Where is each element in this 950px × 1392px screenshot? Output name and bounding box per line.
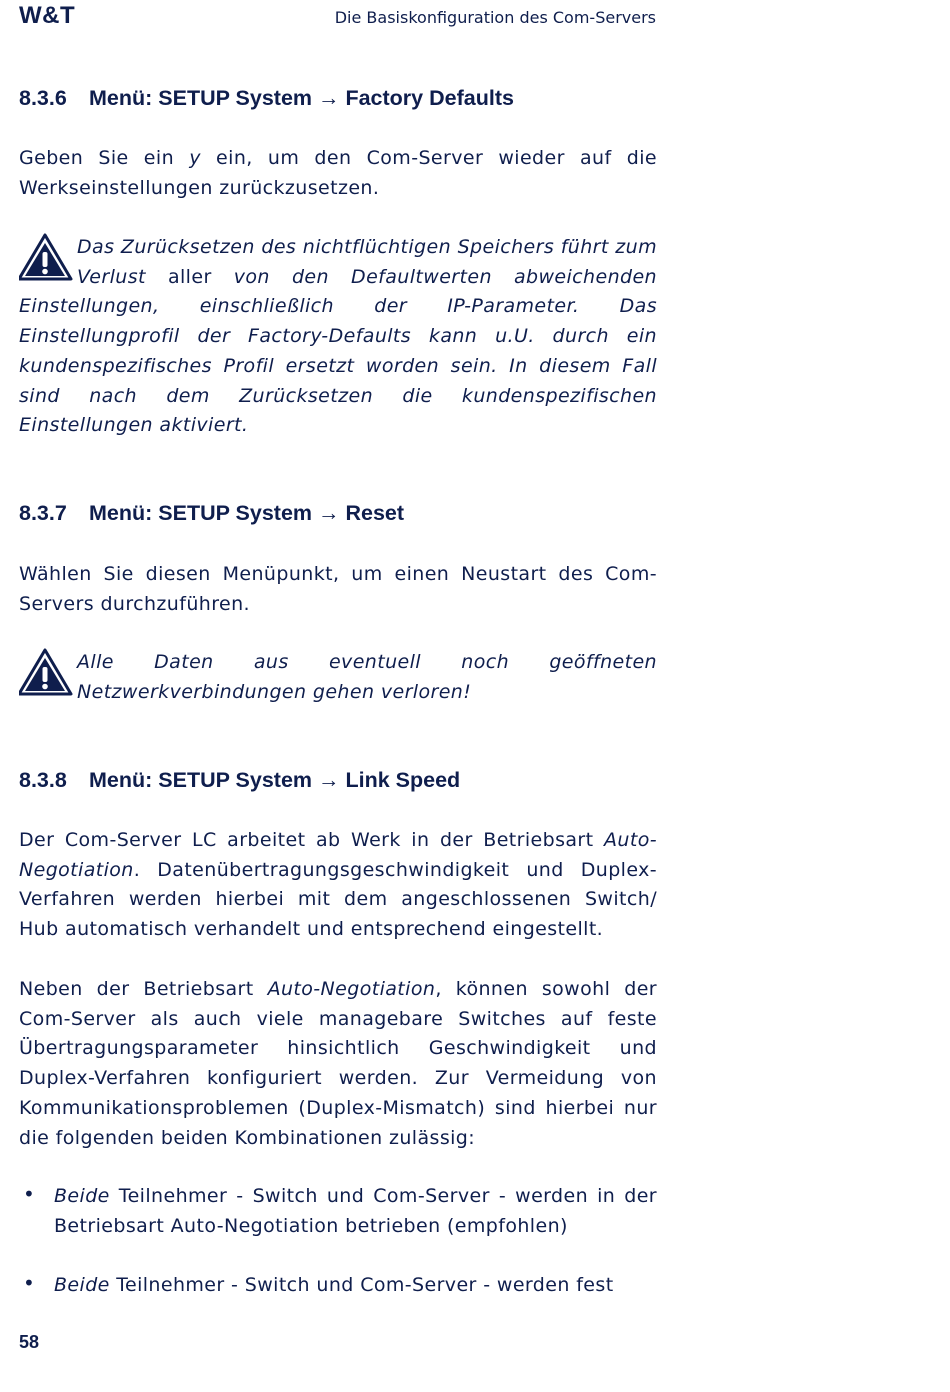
list-item-text xyxy=(54,1271,657,1301)
emphasis: Auto-Negotiation xyxy=(19,829,657,881)
text-run: aller xyxy=(167,265,212,288)
emphasis: Beide xyxy=(54,1274,110,1296)
emphasis: Auto-Negotiation xyxy=(267,978,436,1000)
text-run: von den Defaultwerten abweichenden Einstellungen, einschließlich der IP-Parameter. Das Einstellungprofil der Factory-Defaults kann u.U. durch ein kundenspezifisches Profil ersetzt worden sein. In diesem Fall sind nach dem Zurücksetzen die kundenspezifischen Einstellungen aktiviert. xyxy=(19,265,657,437)
text-run: Der Com-Server LC arbeitet ab Werk in der Betriebsart xyxy=(19,829,605,851)
warning-note xyxy=(19,648,657,707)
list-item xyxy=(19,1182,657,1241)
text-run: Geben Sie ein xyxy=(19,147,190,169)
text-run: Teilnehmer - Switch und Com-Server - werden in der Betriebsart Auto-Negotiation betrieben (empfohlen) xyxy=(54,1185,657,1237)
running-header: Die Basiskonfiguration des Com-Servers xyxy=(334,8,656,27)
text-run: ein, um den Com-Server wieder auf die Werkseinstellungen zurückzusetzen. xyxy=(19,147,657,199)
warning-triangle-icon xyxy=(19,232,75,282)
page-number: 58 xyxy=(19,1332,40,1352)
section-heading-838 xyxy=(19,768,460,793)
bullet-icon: • xyxy=(23,1271,36,1295)
section-number: 8.3.6 xyxy=(19,86,67,110)
text-run: Teilnehmer - Switch und Com-Server - werden fest xyxy=(109,1274,614,1296)
paragraph xyxy=(19,975,657,1153)
section-title: Menü: SETUP System → Reset xyxy=(89,501,405,525)
list-item-text xyxy=(54,1182,657,1241)
section-number: 8.3.7 xyxy=(19,501,67,525)
text-run: Das Zurücksetzen des nichtflüchtigen Speichers führt zum Verlust xyxy=(77,236,657,288)
section-title: Menü: SETUP System → Factory Defaults xyxy=(89,86,514,110)
section-heading-836 xyxy=(19,86,514,111)
bullet-icon: • xyxy=(23,1182,36,1206)
section-title: Menü: SETUP System → Link Speed xyxy=(89,768,461,792)
text-run: Alle Daten aus eventuell noch geöffneten Netzwerkverbindungen gehen verloren! xyxy=(77,651,657,703)
text-run: . Datenübertragungsgeschwindigkeit und Duplex-Verfahren werden hierbei mit dem angeschlossenen Switch/ Hub automatisch verhandelt und entsprechend eingestellt. xyxy=(19,858,657,941)
brand-logo: W&T xyxy=(19,2,76,29)
warning-triangle-icon xyxy=(19,647,75,697)
emphasis: y xyxy=(189,147,201,169)
text-run: Neben der Betriebsart xyxy=(19,978,268,1000)
emphasis: Beide xyxy=(54,1185,110,1207)
warning-note xyxy=(19,233,657,441)
paragraph xyxy=(19,144,657,203)
section-heading-837 xyxy=(19,501,404,526)
paragraph xyxy=(19,826,657,945)
list-item xyxy=(19,1271,657,1301)
text-run: , können sowohl der Com-Server als auch viele managebare Switches auf feste Übertragungsparameter hinsichtlich Geschwindigkeit und Duplex-Verfahren konfiguriert werden. Zur Vermeidung von Kommunikationsproblemen (Duplex-Mismatch) sind hierbei nur die folgenden beiden Kombinationen zulässig: xyxy=(19,978,657,1149)
section-number: 8.3.8 xyxy=(19,768,67,792)
paragraph: Wählen Sie diesen Menüpunkt, um einen Neustart des Com-Servers durchzuführen. xyxy=(19,563,657,615)
